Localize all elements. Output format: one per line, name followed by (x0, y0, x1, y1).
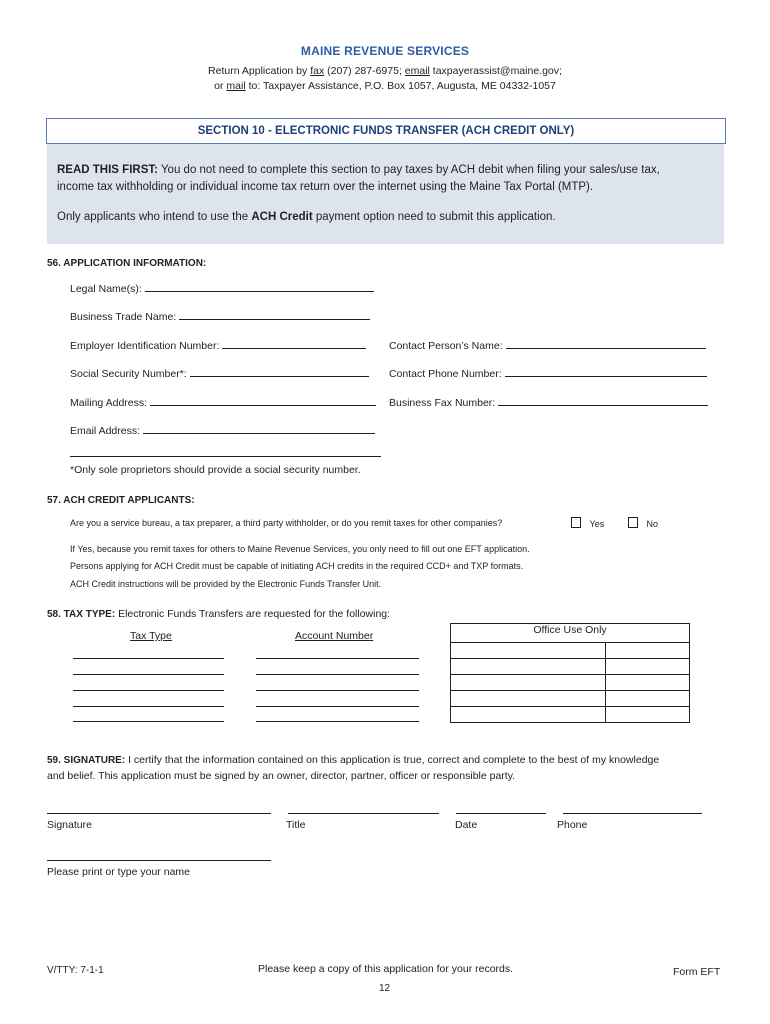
return-prefix: Return Application by (208, 65, 311, 77)
office-use-cell (451, 643, 606, 659)
contact-name-field[interactable] (506, 337, 706, 349)
no-label: No (646, 519, 659, 529)
only-suffix: payment option need to submit this application. (312, 211, 556, 223)
contact-name-row (389, 337, 706, 352)
ein-label: Employer Identification Number: (70, 340, 220, 352)
phone-label: Phone (557, 819, 588, 831)
fax-number: (207) 287-6975; (324, 65, 405, 77)
office-use-cell (606, 691, 690, 707)
office-use-table (450, 623, 690, 723)
q57-note-1: If Yes, because you remit taxes for others to Maine Revenue Services, you only need to fill out one EFT application. (70, 544, 530, 554)
q58-heading: 58. TAX TYPE: (47, 609, 116, 620)
email-field[interactable] (143, 422, 375, 434)
legal-name-row (70, 280, 374, 295)
or-text: or (214, 80, 227, 92)
account-line-5[interactable] (256, 720, 419, 722)
q57-heading: 57. ACH CREDIT APPLICANTS: (47, 495, 195, 506)
date-label: Date (455, 819, 478, 831)
contact-phone-label: Contact Phone Number: (389, 368, 502, 380)
signature-line[interactable] (47, 812, 271, 814)
yes-label: Yes (589, 519, 605, 529)
contact-phone-row (389, 365, 707, 380)
legal-name-label: Legal Name(s): (70, 283, 142, 295)
account-line-1[interactable] (256, 657, 419, 659)
q57-note-2: Persons applying for ACH Credit must be capable of initiating ACH credits in the required CCD+ and TXP formats. (70, 561, 524, 571)
return-line-2 (0, 79, 770, 94)
read-first-line-2: income tax withholding or individual income tax return over the internet using the Maine Tax Portal (MTP). (57, 181, 594, 193)
ssn-label: Social Security Number*: (70, 368, 187, 380)
org-title: MAINE REVENUE SERVICES (300, 44, 470, 58)
q59-line-1 (47, 754, 659, 766)
tax-type-line-5[interactable] (73, 720, 224, 722)
phone-line[interactable] (563, 812, 702, 814)
office-use-cell (606, 707, 690, 723)
fax-field[interactable] (498, 394, 708, 406)
q58-heading-text: Electronic Funds Transfers are requested for the following: (115, 608, 391, 620)
only-bold: ACH Credit (251, 211, 313, 223)
mail-link[interactable]: mail (226, 80, 246, 92)
print-name-line[interactable] (47, 859, 271, 861)
email-row (70, 422, 375, 437)
tax-type-line-4[interactable] (73, 705, 224, 707)
email-address: taxpayerassist@maine.gov; (429, 65, 562, 77)
q59-line-2: and belief. This application must be signed by an owner, director, partner, officer or responsible party. (47, 770, 516, 782)
ach-credit-note (57, 209, 717, 226)
mail-address: to: Taxpayer Assistance, P.O. Box 1057, Augusta, ME 04332-1057 (245, 80, 556, 92)
legal-name-field[interactable] (145, 280, 374, 292)
no-option[interactable] (628, 517, 658, 529)
tax-type-line-3[interactable] (73, 689, 224, 691)
yes-checkbox[interactable] (571, 517, 581, 528)
read-first-line-1 (57, 162, 717, 179)
return-line-1 (0, 64, 770, 79)
account-line-2[interactable] (256, 673, 419, 675)
mailing-field[interactable] (150, 394, 376, 406)
account-line-4[interactable] (256, 705, 419, 707)
col-tax-type: Tax Type (130, 630, 172, 642)
form-name: Form EFT (673, 966, 721, 978)
office-use-cell (606, 659, 690, 675)
keep-copy-note: Please keep a copy of this application for your records. (258, 963, 514, 975)
yes-option[interactable] (571, 517, 604, 529)
q57-note-3: ACH Credit instructions will be provided by the Electronic Funds Transfer Unit. (70, 579, 382, 589)
email-field-line-2[interactable] (70, 455, 381, 457)
trade-name-row (70, 308, 370, 323)
page-number: 12 (379, 983, 391, 994)
ssn-row (70, 365, 369, 380)
office-use-header: Office Use Only (451, 624, 690, 643)
q56-heading: 56. APPLICATION INFORMATION: (47, 258, 207, 269)
contact-phone-field[interactable] (505, 365, 707, 377)
mailing-label: Mailing Address: (70, 397, 148, 409)
print-name-label: Please print or type your name (47, 866, 190, 878)
q59-heading: 59. SIGNATURE: (47, 755, 126, 766)
tax-type-line-1[interactable] (73, 657, 224, 659)
fax-label: Business Fax Number: (389, 397, 496, 409)
q59-text-1: I certify that the information contained on this application is true, correct and complete to the best of my knowledge (125, 754, 660, 766)
office-use-cell (606, 643, 690, 659)
account-line-3[interactable] (256, 689, 419, 691)
office-use-cell (451, 691, 606, 707)
office-use-cell (451, 675, 606, 691)
office-use-cell (451, 659, 606, 675)
email-label: Email Address: (70, 425, 141, 437)
fax-link[interactable]: fax (310, 65, 325, 77)
vtty: V/TTY: 7-1-1 (47, 965, 104, 976)
q58-heading-row (47, 608, 390, 620)
section-title: SECTION 10 - ELECTRONIC FUNDS TRANSFER (ACH CREDIT ONLY) (46, 118, 726, 144)
trade-name-label: Business Trade Name: (70, 311, 177, 323)
only-prefix: Only applicants who intend to use the (57, 211, 252, 223)
trade-name-field[interactable] (179, 308, 370, 320)
read-first-label: READ THIS FIRST: (57, 164, 158, 176)
q57-question: Are you a service bureau, a tax preparer, a third party withholder, or do you remit taxes for other companies? (70, 518, 503, 528)
no-checkbox[interactable] (628, 517, 638, 528)
ssn-field[interactable] (190, 365, 369, 377)
contact-name-label: Contact Person’s Name: (389, 340, 503, 352)
mailing-row (70, 394, 376, 409)
tax-type-line-2[interactable] (73, 673, 224, 675)
ein-row (70, 337, 366, 352)
col-account-number: Account Number (295, 630, 374, 642)
title-label: Title (286, 819, 306, 831)
read-first-text: You do not need to complete this section to pay taxes by ACH debit when filing your sales/use tax, (157, 164, 660, 176)
ein-field[interactable] (222, 337, 366, 349)
office-use-cell (606, 675, 690, 691)
email-link[interactable]: email (404, 65, 430, 77)
title-line[interactable] (288, 812, 439, 814)
date-line[interactable] (456, 812, 546, 814)
signature-label: Signature (47, 819, 92, 831)
fax-row (389, 394, 708, 409)
office-use-cell (451, 707, 606, 723)
ssn-footnote: *Only sole proprietors should provide a social security number. (70, 464, 361, 476)
